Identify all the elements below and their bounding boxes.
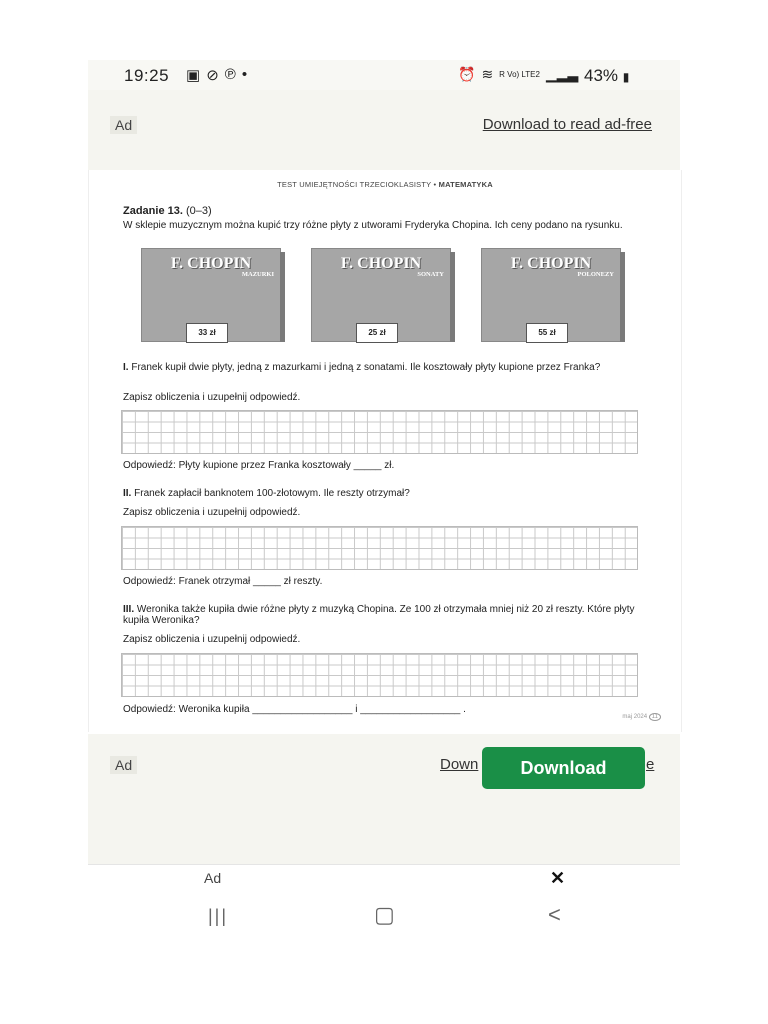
album-subtitle: POLONEZY [577,271,614,278]
download-ad-free-link-partial[interactable]: Down [440,756,479,773]
sync-icon: ⊘ [206,67,219,84]
answer-1: Odpowiedź: Płyty kupione przez Franka kosztowały _____ zł. [123,460,395,471]
status-system-icons [458,66,578,83]
battery-icon: ▮ [622,70,630,84]
album-subtitle: SONATY [417,271,444,278]
battery-percent: 43% [584,66,619,85]
doc-header-title: TEST UMIEJĘTNOŚCI TRZECIOKLASISTY [277,180,432,189]
pinterest-icon: ℗ [224,66,236,83]
doc-header-subject: MATEMATYKA [438,180,493,189]
status-time: 19:25 [124,66,170,85]
answer-grid-1[interactable] [121,410,638,454]
album-polonezy [481,248,621,342]
question-3-number: III. [123,604,135,615]
ad-label: Ad [110,116,137,134]
status-notification-icons [186,66,247,84]
alarm-icon: ⏰ [458,66,476,82]
close-icon[interactable]: ✕ [550,868,566,888]
answer-2: Odpowiedź: Franek otrzymał _____ zł reszty. [123,576,323,587]
sticky-ad-label: Ad [204,870,222,886]
ad-label: Ad [110,756,137,774]
download-ad-free-link-end[interactable]: e [646,756,655,773]
signal-icon: ▁▂▃ [545,66,579,82]
answer-3: Odpowiedź: Weronika kupiła __________________ i __________________ . [123,704,466,715]
doc-header: TEST UMIEJĘTNOŚCI TRZECIOKLASISTY • MATEMATYKA [277,180,493,189]
status-dot: • [241,66,248,83]
album-title: F. CHOPIN [170,255,252,272]
question-2-number: II. [123,488,132,499]
album-price: 25 zł [356,323,398,343]
album-title: F. CHOPIN [340,255,422,272]
question-1-text: Franek kupił dwie płyty, jedną z mazurkami i jedną z sonatami. Ile kosztowały płyty kupione przez Franka? [131,362,601,373]
question-3-text: Weronika także kupiła dwie różne płyty z muzyką Chopina. Ze 100 zł otrzymała mniej niż 20 zł reszty. Które płyty kupiła Weronika? [123,604,635,626]
album-subtitle: MAZURKI [241,271,274,278]
album-sonaty [311,248,451,342]
top-ad-banner[interactable] [88,90,680,170]
footer-date: maj 2024 [622,714,648,720]
gallery-icon: ▣ [186,67,201,84]
recent-apps-icon[interactable]: ||| [208,906,229,926]
task-title [123,205,212,217]
document-page [88,170,682,732]
instruction-2: Zapisz obliczenia i uzupełnij odpowiedź. [123,507,301,518]
question-3 [123,604,653,626]
page-footer [622,714,661,720]
download-button[interactable]: Download [482,747,645,789]
home-icon[interactable]: ▢ [374,902,395,927]
back-icon[interactable]: < [548,902,561,927]
download-ad-free-link[interactable]: Download to read ad-free [482,116,652,133]
question-1-number: I. [123,362,129,373]
battery-status [584,66,629,86]
task-number: Zadanie 13. [123,205,183,217]
album-price: 33 zł [186,323,228,343]
page-number: 11 [649,713,661,721]
answer-grid-3[interactable] [121,653,638,697]
instruction-3: Zapisz obliczenia i uzupełnij odpowiedź. [123,634,301,645]
sticky-ad[interactable] [88,864,680,893]
answer-grid-2[interactable] [121,526,638,570]
instruction-1: Zapisz obliczenia i uzupełnij odpowiedź. [123,392,301,403]
wifi-icon: ≋ [481,66,494,82]
question-2-text: Franek zapłacił banknotem 100-złotowym. Ile reszty otrzymał? [134,488,410,499]
album-price: 55 zł [526,323,568,343]
task-intro: W sklepie muzycznym można kupić trzy różne płyty z utworami Fryderyka Chopina. Ich ceny podano na rysunku. [123,220,623,231]
question-2 [123,488,653,499]
task-points: (0–3) [185,205,212,217]
album-mazurki [141,248,281,342]
network-label: R Vo) LTE2 [499,70,540,79]
album-title: F. CHOPIN [510,255,592,272]
question-1 [123,362,653,373]
